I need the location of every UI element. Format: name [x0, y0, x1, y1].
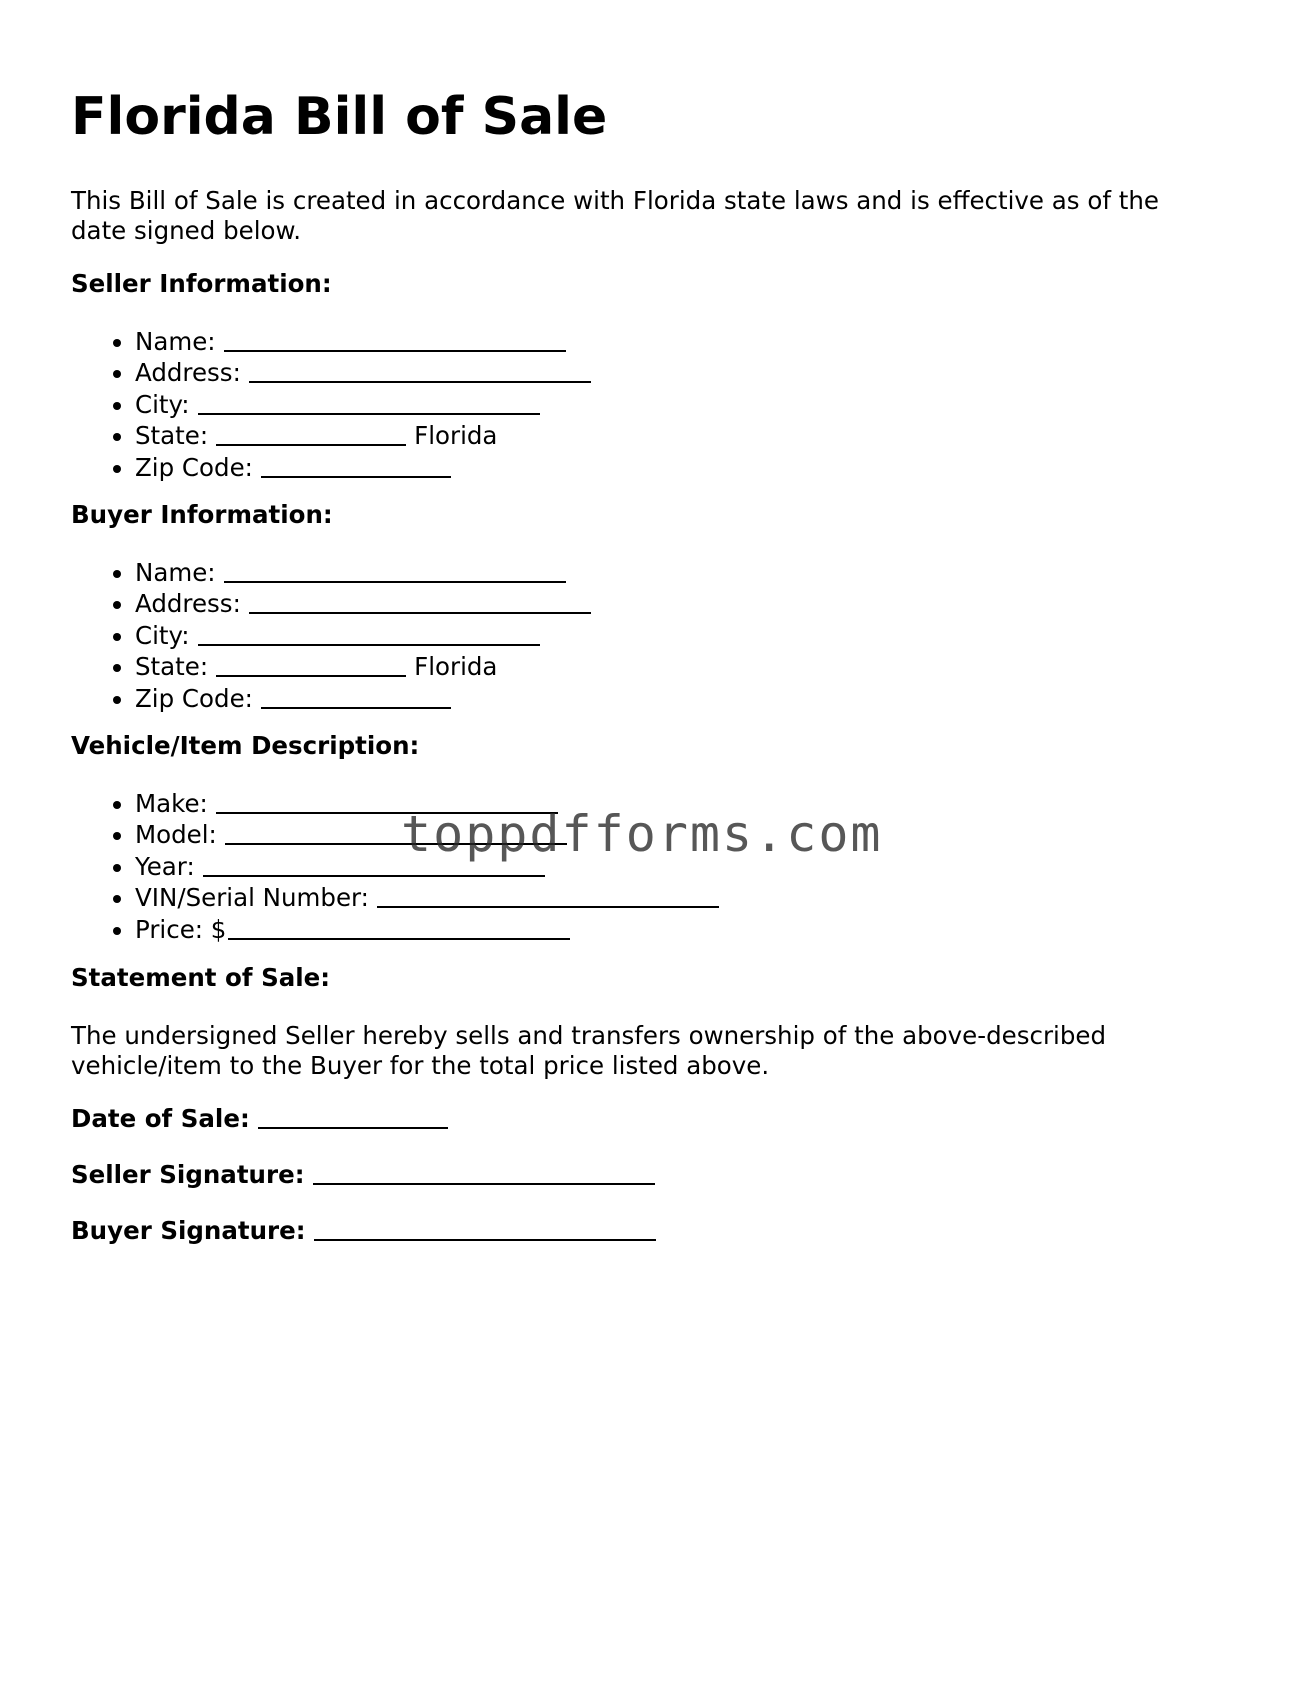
- buyer-zip-item: [135, 683, 591, 714]
- buyer-name-item: [135, 557, 591, 588]
- item-section-heading: Vehicle/Item Description:: [71, 731, 420, 760]
- buyer-signature-line: [71, 1215, 656, 1246]
- item-price-label: Price: $: [135, 914, 227, 944]
- item-make-item: [135, 788, 719, 819]
- buyer-name-label: Name:: [135, 558, 216, 587]
- seller-address-label: Address:: [135, 358, 241, 388]
- item-year-item: [135, 851, 719, 882]
- buyer-state-label: State:: [135, 652, 209, 682]
- buyer-address-blank[interactable]: [249, 590, 591, 614]
- statement-paragraph: The undersigned Seller hereby sells and transfers ownership of the above-described vehicle/item to the Buyer for the total price listed above.: [71, 1021, 1107, 1080]
- buyer-city-label: City:: [135, 620, 190, 650]
- item-vin-item: [135, 882, 719, 913]
- seller-signature-label: Seller Signature:: [71, 1160, 305, 1189]
- buyer-address-item: [135, 588, 591, 619]
- seller-name-label: Name:: [135, 327, 216, 356]
- item-make-label: Make:: [135, 789, 208, 818]
- item-model-label: Model:: [135, 820, 217, 850]
- seller-signature-blank[interactable]: [313, 1161, 655, 1185]
- seller-zip-blank[interactable]: [261, 454, 451, 478]
- seller-zip-label: Zip Code:: [135, 452, 253, 482]
- seller-address-blank[interactable]: [249, 359, 591, 383]
- item-year-blank[interactable]: [203, 853, 545, 877]
- item-model-item: [135, 819, 719, 850]
- buyer-city-blank[interactable]: [198, 622, 540, 646]
- date-of-sale-blank[interactable]: [258, 1105, 448, 1129]
- item-price-item: [135, 914, 719, 945]
- item-price-blank[interactable]: [228, 916, 570, 940]
- statement-section-heading: Statement of Sale:: [71, 963, 331, 992]
- seller-fields-list: [71, 326, 591, 483]
- buyer-city-item: [135, 620, 591, 651]
- buyer-state-value: Florida: [414, 652, 498, 682]
- seller-state-label: State:: [135, 421, 209, 451]
- item-vin-blank[interactable]: [377, 884, 719, 908]
- buyer-zip-label: Zip Code:: [135, 683, 253, 713]
- buyer-state-item: [135, 651, 591, 682]
- item-year-label: Year:: [135, 851, 195, 881]
- date-of-sale-label: Date of Sale:: [71, 1104, 250, 1133]
- item-make-blank[interactable]: [216, 790, 558, 814]
- seller-name-blank[interactable]: [224, 328, 566, 352]
- seller-signature-line: [71, 1159, 655, 1190]
- seller-state-item: [135, 420, 591, 451]
- seller-city-blank[interactable]: [198, 391, 540, 415]
- document-title: Florida Bill of Sale: [71, 87, 608, 147]
- buyer-state-blank[interactable]: [216, 653, 406, 677]
- item-vin-label: VIN/Serial Number:: [135, 883, 369, 913]
- buyer-address-label: Address:: [135, 589, 241, 619]
- buyer-zip-blank[interactable]: [261, 685, 451, 709]
- buyer-signature-blank[interactable]: [314, 1217, 656, 1241]
- buyer-fields-list: [71, 557, 591, 714]
- intro-paragraph: This Bill of Sale is created in accordance with Florida state laws and is effective as of the date signed below.: [71, 186, 1159, 245]
- buyer-section-heading: Buyer Information:: [71, 500, 333, 529]
- seller-zip-item: [135, 452, 591, 483]
- buyer-signature-label: Buyer Signature:: [71, 1216, 306, 1245]
- seller-address-item: [135, 357, 591, 388]
- watermark-text: toppdfforms.com: [401, 805, 883, 863]
- item-fields-list: [71, 788, 719, 945]
- seller-state-blank[interactable]: [216, 422, 406, 446]
- date-of-sale-line: [71, 1103, 448, 1134]
- seller-section-heading: Seller Information:: [71, 269, 332, 298]
- seller-city-label: City:: [135, 389, 190, 419]
- buyer-name-blank[interactable]: [224, 559, 566, 583]
- item-model-blank[interactable]: [225, 821, 567, 845]
- seller-name-item: [135, 326, 591, 357]
- seller-city-item: [135, 389, 591, 420]
- seller-state-value: Florida: [414, 421, 498, 451]
